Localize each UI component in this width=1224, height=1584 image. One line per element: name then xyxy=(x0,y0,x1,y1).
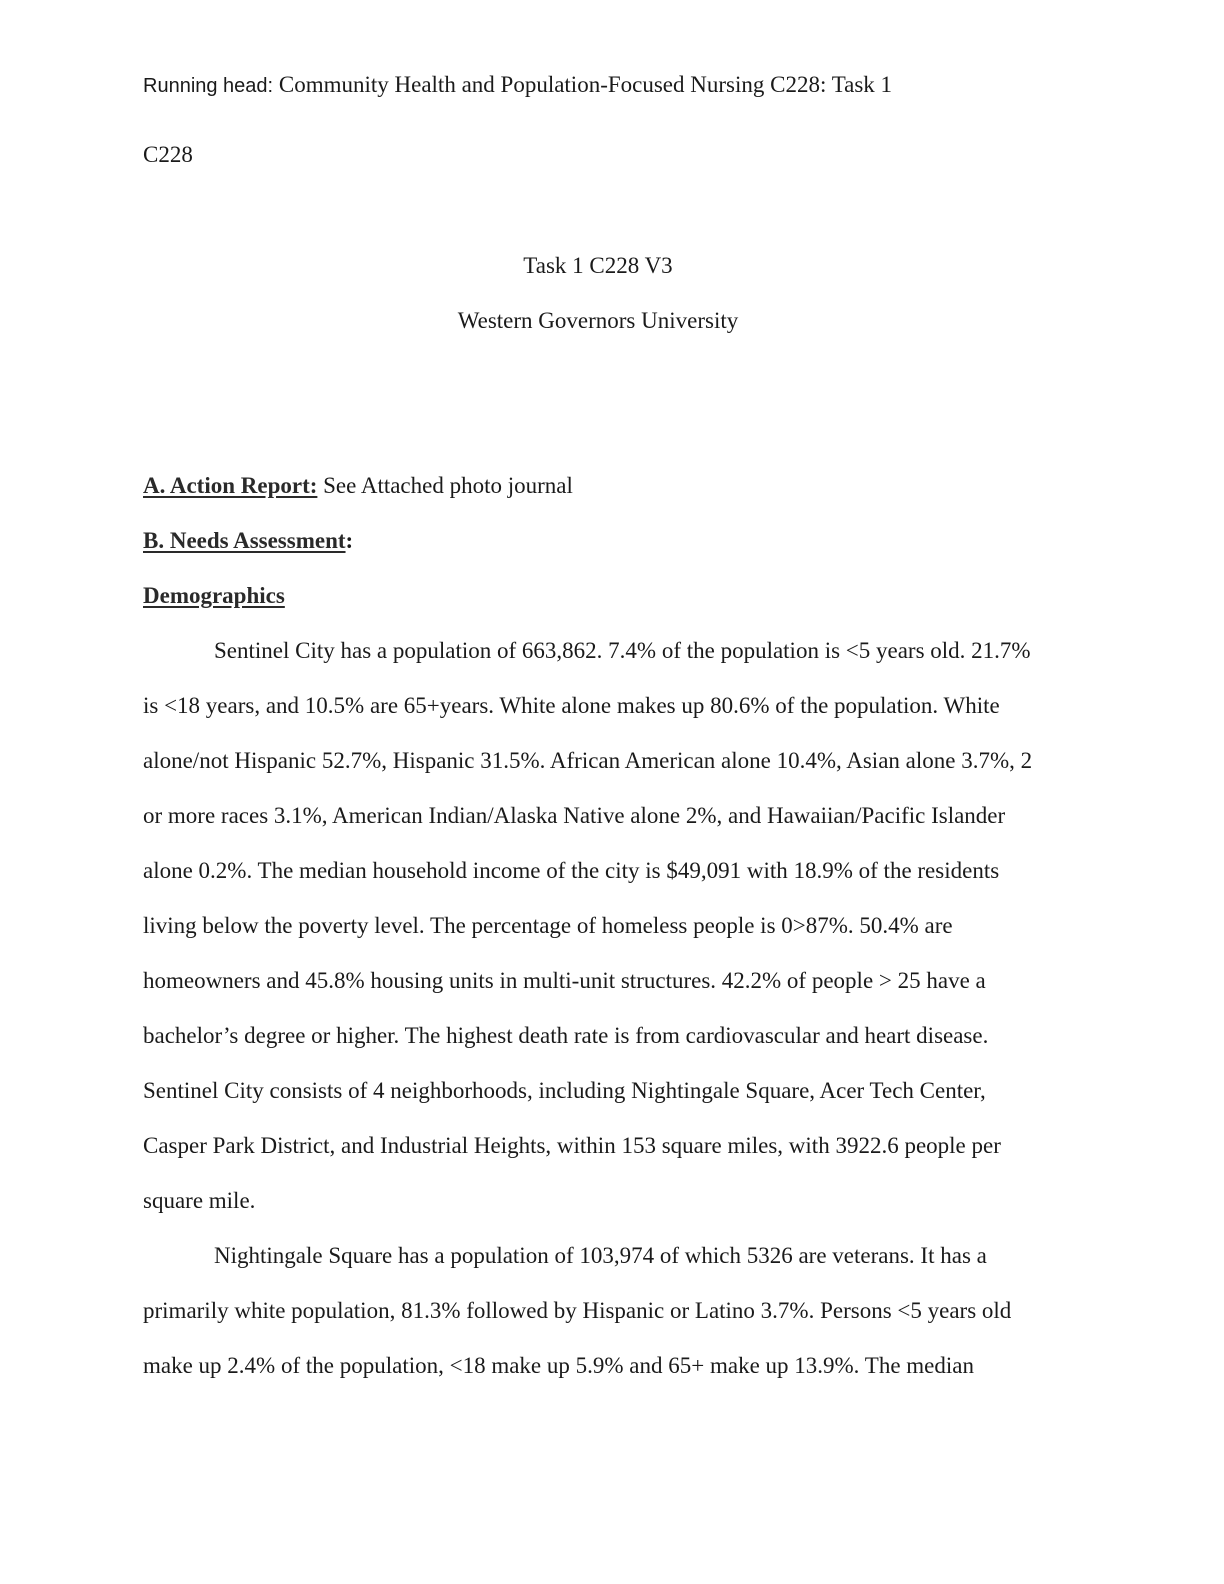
body-line: Casper Park District, and Industrial Heights, within 153 square miles, with 3922.6 people per xyxy=(143,1133,1001,1158)
body-line: or more races 3.1%, American Indian/Alaska Native alone 2%, and Hawaiian/Pacific Islander xyxy=(143,803,1006,828)
body-line: alone 0.2%. The median household income of the city is $49,091 with 18.9% of the residents xyxy=(143,858,1000,883)
body-line: square mile. xyxy=(143,1188,256,1213)
body-line: Sentinel City consists of 4 neighborhoods, including Nightingale Square, Acer Tech Center, xyxy=(143,1078,986,1103)
demographics-section xyxy=(143,582,285,610)
running-head xyxy=(143,71,892,100)
body-line: Nightingale Square has a population of 103,974 of which 5326 are veterans. It has a xyxy=(214,1243,987,1268)
section-b-heading: B. Needs Assessment xyxy=(143,528,346,553)
paper-title: Task 1 C228 V3 xyxy=(523,253,673,278)
institution-name: Western Governors University xyxy=(457,308,739,333)
section-a-heading: A. Action Report: xyxy=(143,473,318,498)
section-a xyxy=(143,472,573,500)
body-line: homeowners and 45.8% housing units in multi-unit structures. 42.2% of people > 25 have a xyxy=(143,968,986,993)
section-a-text: See Attached photo journal xyxy=(317,473,573,498)
running-head-label: Running head: xyxy=(143,75,274,97)
body-line: make up 2.4% of the population, <18 make up 5.9% and 65+ make up 13.9%. The median xyxy=(143,1353,974,1378)
section-b xyxy=(143,527,353,555)
body-line: alone/not Hispanic 52.7%, Hispanic 31.5%. African American alone 10.4%, Asian alone 3.7%, 2 xyxy=(143,748,1033,773)
body-line: Sentinel City has a population of 663,862. 7.4% of the population is <5 years old. 21.7% xyxy=(214,638,1031,663)
body-line: primarily white population, 81.3% followed by Hispanic or Latino 3.7%. Persons <5 years old xyxy=(143,1298,1012,1323)
course-code: C228 xyxy=(143,142,193,167)
demographics-heading: Demographics xyxy=(143,583,285,608)
section-b-colon: : xyxy=(345,528,354,553)
body-line: bachelor’s degree or higher. The highest death rate is from cardiovascular and heart disease. xyxy=(143,1023,989,1048)
running-head-title: Community Health and Population-Focused Nursing C228: Task 1 xyxy=(273,72,893,97)
body-line: is <18 years, and 10.5% are 65+years. White alone makes up 80.6% of the population. White xyxy=(143,693,1000,718)
body-line: living below the poverty level. The percentage of homeless people is 0>87%. 50.4% are xyxy=(143,913,953,938)
